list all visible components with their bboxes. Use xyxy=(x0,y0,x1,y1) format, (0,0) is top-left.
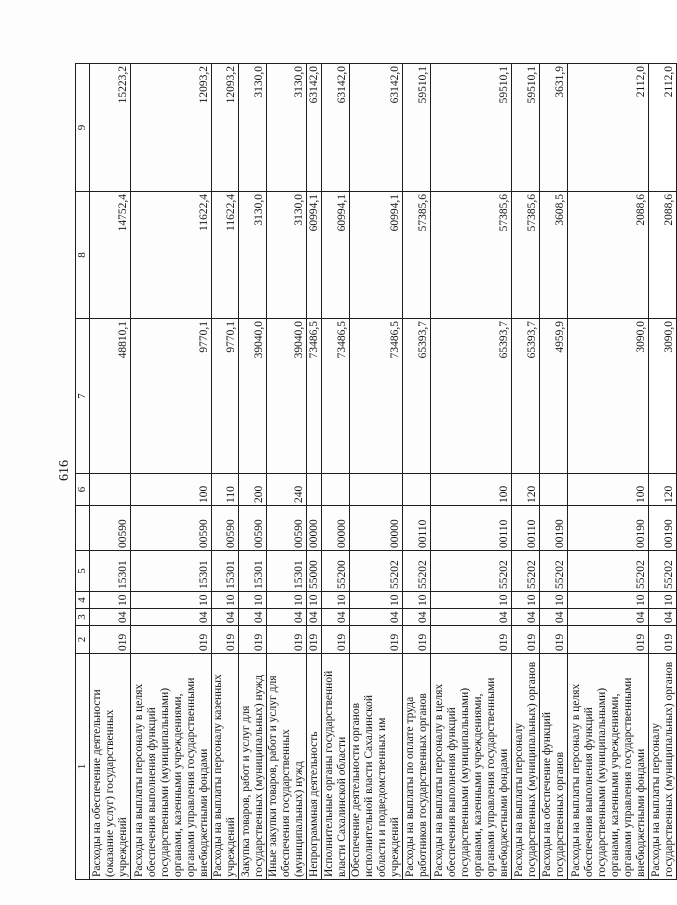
target-article-suffix-cell: 00190 xyxy=(649,506,677,551)
subsection-code-cell: 10 xyxy=(403,592,431,609)
target-article-code-cell: 15301 xyxy=(131,551,212,592)
table-row xyxy=(307,64,322,880)
row-name-cell: Расходы на выплаты персоналу в целях обеспечения выполнения функций государственными (муниципальными) органами, казенными учреждениями, органами управления государственными внебюджетными фондами xyxy=(131,654,212,880)
section-code-cell: 04 xyxy=(403,609,431,626)
expense-type-code-cell xyxy=(307,474,322,506)
target-article-suffix-cell: 00000 xyxy=(350,506,403,551)
amount-year3-cell: 59510,1 xyxy=(431,64,512,192)
target-article-code-cell: 55200 xyxy=(322,551,350,592)
expense-type-code-cell xyxy=(350,474,403,506)
target-article-suffix-cell: 00190 xyxy=(568,506,649,551)
row-name-cell: Иные закупки товаров, работ и услуг для обеспечения государственных (муниципальных) нужд xyxy=(267,654,307,880)
table-row xyxy=(540,64,568,880)
amount-year2-cell: 57385,6 xyxy=(403,192,431,319)
table-row xyxy=(131,64,212,880)
amount-year3-cell: 12093,2 xyxy=(212,64,239,192)
target-article-suffix-cell: 00110 xyxy=(512,506,540,551)
section-code-cell: 04 xyxy=(568,609,649,626)
ministry-code-cell: 019 xyxy=(90,626,131,654)
target-article-code-cell: 55202 xyxy=(568,551,649,592)
table-row xyxy=(322,64,350,880)
ministry-code-cell: 019 xyxy=(239,626,267,654)
table-row xyxy=(403,64,431,880)
amount-year2-cell: 60994,1 xyxy=(322,192,350,319)
amount-year3-cell: 3130,0 xyxy=(267,64,307,192)
target-article-code-cell: 15301 xyxy=(212,551,239,592)
column-header: 6 xyxy=(76,474,90,506)
amount-year1-cell: 3090,0 xyxy=(649,319,677,474)
page-number: 616 xyxy=(57,460,72,481)
amount-year1-cell: 4959,9 xyxy=(540,319,568,474)
subsection-code-cell: 10 xyxy=(322,592,350,609)
subsection-code-cell: 10 xyxy=(131,592,212,609)
subsection-code-cell: 10 xyxy=(431,592,512,609)
table-row xyxy=(431,64,512,880)
row-name-cell: Обеспечение деятельности органов исполнительной власти Сахалинской области и подведомственных им учреждений xyxy=(350,654,403,880)
section-code-cell: 04 xyxy=(431,609,512,626)
amount-year2-cell: 3130,0 xyxy=(239,192,267,319)
amount-year3-cell: 59510,1 xyxy=(512,64,540,192)
header-row xyxy=(76,64,90,880)
row-name-cell: Расходы на выплаты по оплате труда работников государственных органов xyxy=(403,654,431,880)
target-article-suffix-cell: 00110 xyxy=(403,506,431,551)
column-header: 3 xyxy=(76,609,90,626)
target-article-suffix-cell: 00000 xyxy=(307,506,322,551)
row-name-cell: Закупка товаров, работ и услуг для государственных (муниципальных) нужд xyxy=(239,654,267,880)
subsection-code-cell: 10 xyxy=(90,592,131,609)
expense-type-code-cell xyxy=(322,474,350,506)
row-name-cell: Расходы на обеспечение деятельности (оказание услуг) государственных учреждений xyxy=(90,654,131,880)
amount-year2-cell: 2088,6 xyxy=(649,192,677,319)
subsection-code-cell: 10 xyxy=(512,592,540,609)
amount-year2-cell: 57385,6 xyxy=(431,192,512,319)
subsection-code-cell: 10 xyxy=(568,592,649,609)
ministry-code-cell: 019 xyxy=(431,626,512,654)
target-article-suffix-cell: 00590 xyxy=(212,506,239,551)
section-code-cell: 04 xyxy=(350,609,403,626)
expense-type-code-cell: 240 xyxy=(267,474,307,506)
target-article-suffix-cell: 00110 xyxy=(431,506,512,551)
table-row xyxy=(649,64,677,880)
ministry-code-cell: 019 xyxy=(403,626,431,654)
section-code-cell: 04 xyxy=(322,609,350,626)
target-article-code-cell: 15301 xyxy=(267,551,307,592)
amount-year1-cell: 65393,7 xyxy=(403,319,431,474)
row-name-cell: Расходы на выплаты персоналу государственных (муниципальных) органов xyxy=(512,654,540,880)
subsection-code-cell: 10 xyxy=(307,592,322,609)
row-name-cell: Расходы на выплаты персоналу в целях обеспечения выполнения функций государственными (муниципальными) органами, казенными учреждениями, органами управления государственными внебюджетными фондами xyxy=(431,654,512,880)
amount-year1-cell: 65393,7 xyxy=(512,319,540,474)
amount-year3-cell: 59510,1 xyxy=(403,64,431,192)
amount-year2-cell: 3130,0 xyxy=(267,192,307,319)
target-article-code-cell: 55202 xyxy=(431,551,512,592)
amount-year3-cell: 2112,0 xyxy=(649,64,677,192)
expense-type-code-cell: 100 xyxy=(568,474,649,506)
expense-type-code-cell: 120 xyxy=(512,474,540,506)
amount-year2-cell: 14752,4 xyxy=(90,192,131,319)
row-name-cell: Расходы на выплаты персоналу в целях обеспечения выполнения функций государственными (муниципальными) органами, казенными учреждениями, органами управления государственными внебюджетными фондами xyxy=(568,654,649,880)
subsection-code-cell: 10 xyxy=(212,592,239,609)
target-article-code-cell: 15301 xyxy=(239,551,267,592)
expense-type-code-cell xyxy=(403,474,431,506)
amount-year1-cell: 39040,0 xyxy=(239,319,267,474)
subsection-code-cell: 10 xyxy=(540,592,568,609)
row-name-cell: Исполнительные органы государственной власти Сахалинской области xyxy=(322,654,350,880)
amount-year1-cell: 9770,1 xyxy=(131,319,212,474)
ministry-code-cell: 019 xyxy=(131,626,212,654)
expense-type-code-cell: 100 xyxy=(431,474,512,506)
amount-year3-cell: 3130,0 xyxy=(239,64,267,192)
column-header: 8 xyxy=(76,192,90,319)
amount-year1-cell: 9770,1 xyxy=(212,319,239,474)
row-name-cell: Расходы на выплаты персоналу казенных учреждений xyxy=(212,654,239,880)
amount-year3-cell: 63142,0 xyxy=(307,64,322,192)
amount-year3-cell: 63142,0 xyxy=(322,64,350,192)
ministry-code-cell: 019 xyxy=(307,626,322,654)
ministry-code-cell: 019 xyxy=(540,626,568,654)
amount-year2-cell: 57385,6 xyxy=(512,192,540,319)
subsection-code-cell: 10 xyxy=(350,592,403,609)
column-header: 4 xyxy=(76,592,90,609)
amount-year2-cell: 11622,4 xyxy=(212,192,239,319)
section-code-cell: 04 xyxy=(540,609,568,626)
amount-year2-cell: 3608,5 xyxy=(540,192,568,319)
table-row xyxy=(239,64,267,880)
amount-year3-cell: 2112,0 xyxy=(568,64,649,192)
expense-type-code-cell: 200 xyxy=(239,474,267,506)
target-article-suffix-cell: 00590 xyxy=(267,506,307,551)
amount-year2-cell: 2088,6 xyxy=(568,192,649,319)
section-code-cell: 04 xyxy=(212,609,239,626)
amount-year1-cell: 48810,1 xyxy=(90,319,131,474)
amount-year3-cell: 3631,9 xyxy=(540,64,568,192)
table-row xyxy=(90,64,131,880)
amount-year1-cell: 73486,5 xyxy=(307,319,322,474)
expense-type-code-cell xyxy=(90,474,131,506)
ministry-code-cell: 019 xyxy=(350,626,403,654)
target-article-suffix-cell: 00590 xyxy=(90,506,131,551)
target-article-code-cell: 55202 xyxy=(512,551,540,592)
table-row xyxy=(512,64,540,880)
rotated-document xyxy=(51,64,675,880)
amount-year1-cell: 3090,0 xyxy=(568,319,649,474)
column-header xyxy=(76,506,90,551)
target-article-suffix-cell: 00190 xyxy=(540,506,568,551)
target-article-code-cell: 55202 xyxy=(540,551,568,592)
amount-year1-cell: 73486,5 xyxy=(322,319,350,474)
table-row xyxy=(568,64,649,880)
expense-type-code-cell: 120 xyxy=(649,474,677,506)
column-header: 5 xyxy=(76,551,90,592)
column-header: 1 xyxy=(76,654,90,880)
expense-type-code-cell: 110 xyxy=(212,474,239,506)
ministry-code-cell: 019 xyxy=(649,626,677,654)
column-header: 2 xyxy=(76,626,90,654)
ministry-code-cell: 019 xyxy=(212,626,239,654)
amount-year3-cell: 63142,0 xyxy=(350,64,403,192)
target-article-code-cell: 55202 xyxy=(350,551,403,592)
section-code-cell: 04 xyxy=(90,609,131,626)
table-row xyxy=(212,64,239,880)
row-name-cell: Расходы на выплаты персоналу государственных (муниципальных) органов xyxy=(649,654,677,880)
amount-year2-cell: 60994,1 xyxy=(307,192,322,319)
target-article-code-cell: 55202 xyxy=(649,551,677,592)
amount-year1-cell: 73486,5 xyxy=(350,319,403,474)
target-article-code-cell: 15301 xyxy=(90,551,131,592)
section-code-cell: 04 xyxy=(131,609,212,626)
amount-year3-cell: 15223,2 xyxy=(90,64,131,192)
section-code-cell: 04 xyxy=(267,609,307,626)
amount-year3-cell: 12093,2 xyxy=(131,64,212,192)
target-article-suffix-cell: 00590 xyxy=(131,506,212,551)
amount-year1-cell: 65393,7 xyxy=(431,319,512,474)
row-name-cell: Непрограммная деятельность xyxy=(307,654,322,880)
table-row xyxy=(267,64,307,880)
ministry-code-cell: 019 xyxy=(322,626,350,654)
row-name-cell: Расходы на обеспечение функций государственных органов xyxy=(540,654,568,880)
table-row xyxy=(350,64,403,880)
expense-type-code-cell: 100 xyxy=(131,474,212,506)
section-code-cell: 04 xyxy=(512,609,540,626)
budget-table xyxy=(75,63,677,880)
subsection-code-cell: 10 xyxy=(239,592,267,609)
section-code-cell: 04 xyxy=(649,609,677,626)
column-header: 9 xyxy=(76,64,90,192)
subsection-code-cell: 10 xyxy=(267,592,307,609)
target-article-suffix-cell: 00590 xyxy=(239,506,267,551)
amount-year2-cell: 11622,4 xyxy=(131,192,212,319)
amount-year1-cell: 39040,0 xyxy=(267,319,307,474)
column-header: 7 xyxy=(76,319,90,474)
target-article-code-cell: 55000 xyxy=(307,551,322,592)
ministry-code-cell: 019 xyxy=(568,626,649,654)
target-article-suffix-cell: 00000 xyxy=(322,506,350,551)
ministry-code-cell: 019 xyxy=(267,626,307,654)
ministry-code-cell: 019 xyxy=(512,626,540,654)
subsection-code-cell: 10 xyxy=(649,592,677,609)
expense-type-code-cell xyxy=(540,474,568,506)
amount-year2-cell: 60994,1 xyxy=(350,192,403,319)
section-code-cell: 04 xyxy=(307,609,322,626)
section-code-cell: 04 xyxy=(239,609,267,626)
target-article-code-cell: 55202 xyxy=(403,551,431,592)
